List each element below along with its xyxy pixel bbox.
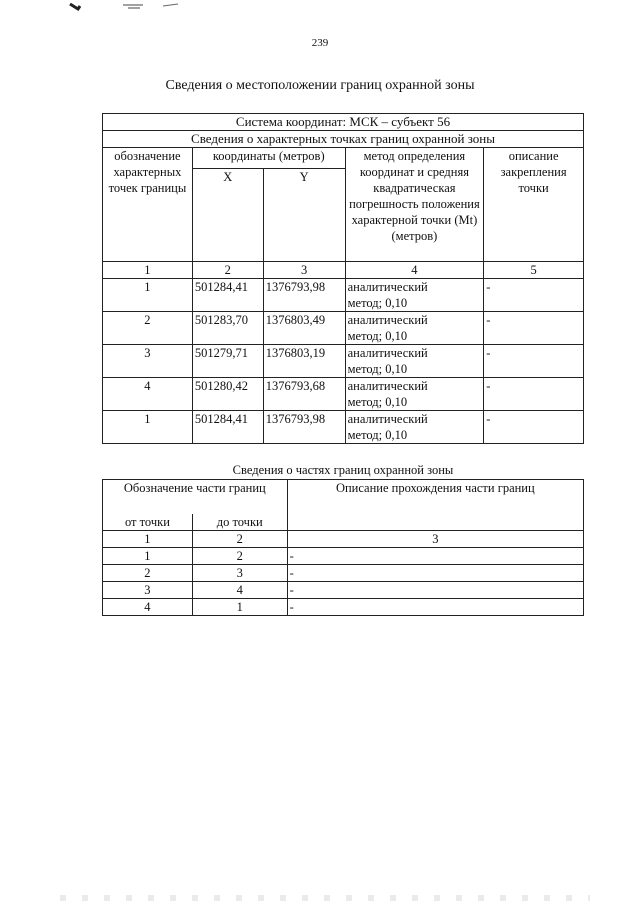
to-point: 1 bbox=[192, 599, 287, 616]
header-part-description: Описание прохождения части границ bbox=[287, 480, 583, 531]
point-description: - bbox=[484, 411, 584, 444]
scan-artifact-mark bbox=[68, 0, 198, 12]
document-title: Сведения о местоположении границ охранной зоны bbox=[165, 78, 475, 93]
point-description: - bbox=[484, 345, 584, 378]
header-y: Y bbox=[263, 169, 345, 262]
column-number: 1 bbox=[103, 262, 193, 279]
to-point: 2 bbox=[192, 548, 287, 565]
method-line: аналитический bbox=[347, 379, 428, 393]
table-row bbox=[103, 548, 584, 565]
scan-artifact-strip bbox=[60, 895, 590, 901]
from-point: 3 bbox=[103, 582, 193, 599]
to-point: 4 bbox=[192, 582, 287, 599]
column-number-row bbox=[103, 531, 584, 548]
column-number: 5 bbox=[484, 262, 584, 279]
method-line: аналитический bbox=[347, 280, 428, 294]
x-coordinate: 501280,42 bbox=[192, 378, 263, 411]
point-number: 1 bbox=[103, 279, 193, 312]
point-number: 4 bbox=[103, 378, 193, 411]
x-coordinate: 501284,41 bbox=[192, 411, 263, 444]
part-description: - bbox=[287, 548, 583, 565]
header-x: X bbox=[192, 169, 263, 262]
column-number: 4 bbox=[345, 262, 484, 279]
boundary-parts-table bbox=[102, 479, 584, 616]
y-coordinate: 1376793,98 bbox=[263, 411, 345, 444]
method-line: метод; 0,10 bbox=[347, 296, 408, 310]
method-cell bbox=[345, 345, 484, 378]
point-description: - bbox=[484, 279, 584, 312]
method-line: метод; 0,10 bbox=[347, 329, 408, 343]
to-point: 3 bbox=[192, 565, 287, 582]
method-cell bbox=[345, 411, 484, 444]
header-from-point: от точки bbox=[103, 514, 193, 531]
column-number: 2 bbox=[192, 262, 263, 279]
part-description: - bbox=[287, 599, 583, 616]
page-number: 239 bbox=[311, 37, 329, 49]
table-row bbox=[103, 411, 584, 444]
from-point: 1 bbox=[103, 548, 193, 565]
method-cell bbox=[345, 312, 484, 345]
y-coordinate: 1376803,49 bbox=[263, 312, 345, 345]
table-row bbox=[103, 582, 584, 599]
point-number: 1 bbox=[103, 411, 193, 444]
method-line: метод; 0,10 bbox=[347, 395, 408, 409]
table-row bbox=[103, 312, 584, 345]
part-description: - bbox=[287, 582, 583, 599]
header-method: метод определения координат и средняя квадратическая погрешность положения характерной точки (Mt) (метров) bbox=[345, 148, 484, 262]
y-coordinate: 1376793,68 bbox=[263, 378, 345, 411]
table-row bbox=[103, 279, 584, 312]
x-coordinate: 501279,71 bbox=[192, 345, 263, 378]
point-number: 3 bbox=[103, 345, 193, 378]
method-cell bbox=[345, 279, 484, 312]
method-line: метод; 0,10 bbox=[347, 428, 408, 442]
point-description: - bbox=[484, 378, 584, 411]
column-number: 3 bbox=[287, 531, 583, 548]
table-row bbox=[103, 345, 584, 378]
y-coordinate: 1376803,19 bbox=[263, 345, 345, 378]
point-number: 2 bbox=[103, 312, 193, 345]
section-title-points: Сведения о характерных точках границ охранной зоны bbox=[103, 131, 584, 148]
x-coordinate: 501284,41 bbox=[192, 279, 263, 312]
header-part-designation: Обозначение части границ bbox=[103, 480, 288, 515]
header-to-point: до точки bbox=[192, 514, 287, 531]
header-designation: обозначение характерных точек границы bbox=[103, 148, 193, 262]
part-description: - bbox=[287, 565, 583, 582]
point-description: - bbox=[484, 312, 584, 345]
y-coordinate: 1376793,98 bbox=[263, 279, 345, 312]
column-number-row bbox=[103, 262, 584, 279]
coordinate-system-header: Система координат: МСК – субъект 56 bbox=[103, 114, 584, 131]
column-number: 2 bbox=[192, 531, 287, 548]
method-line: аналитический bbox=[347, 346, 428, 360]
column-number: 1 bbox=[103, 531, 193, 548]
x-coordinate: 501283,70 bbox=[192, 312, 263, 345]
header-description: описание закрепления точки bbox=[484, 148, 584, 262]
from-point: 4 bbox=[103, 599, 193, 616]
column-number: 3 bbox=[263, 262, 345, 279]
method-line: метод; 0,10 bbox=[347, 362, 408, 376]
table-row bbox=[103, 599, 584, 616]
characteristic-points-table bbox=[102, 113, 584, 444]
method-cell bbox=[345, 378, 484, 411]
table-row bbox=[103, 378, 584, 411]
table-row bbox=[103, 565, 584, 582]
section-title-parts: Сведения о частях границ охранной зоны bbox=[232, 463, 454, 477]
from-point: 2 bbox=[103, 565, 193, 582]
method-line: аналитический bbox=[347, 412, 428, 426]
method-line: аналитический bbox=[347, 313, 428, 327]
header-coordinates: координаты (метров) bbox=[192, 148, 345, 169]
